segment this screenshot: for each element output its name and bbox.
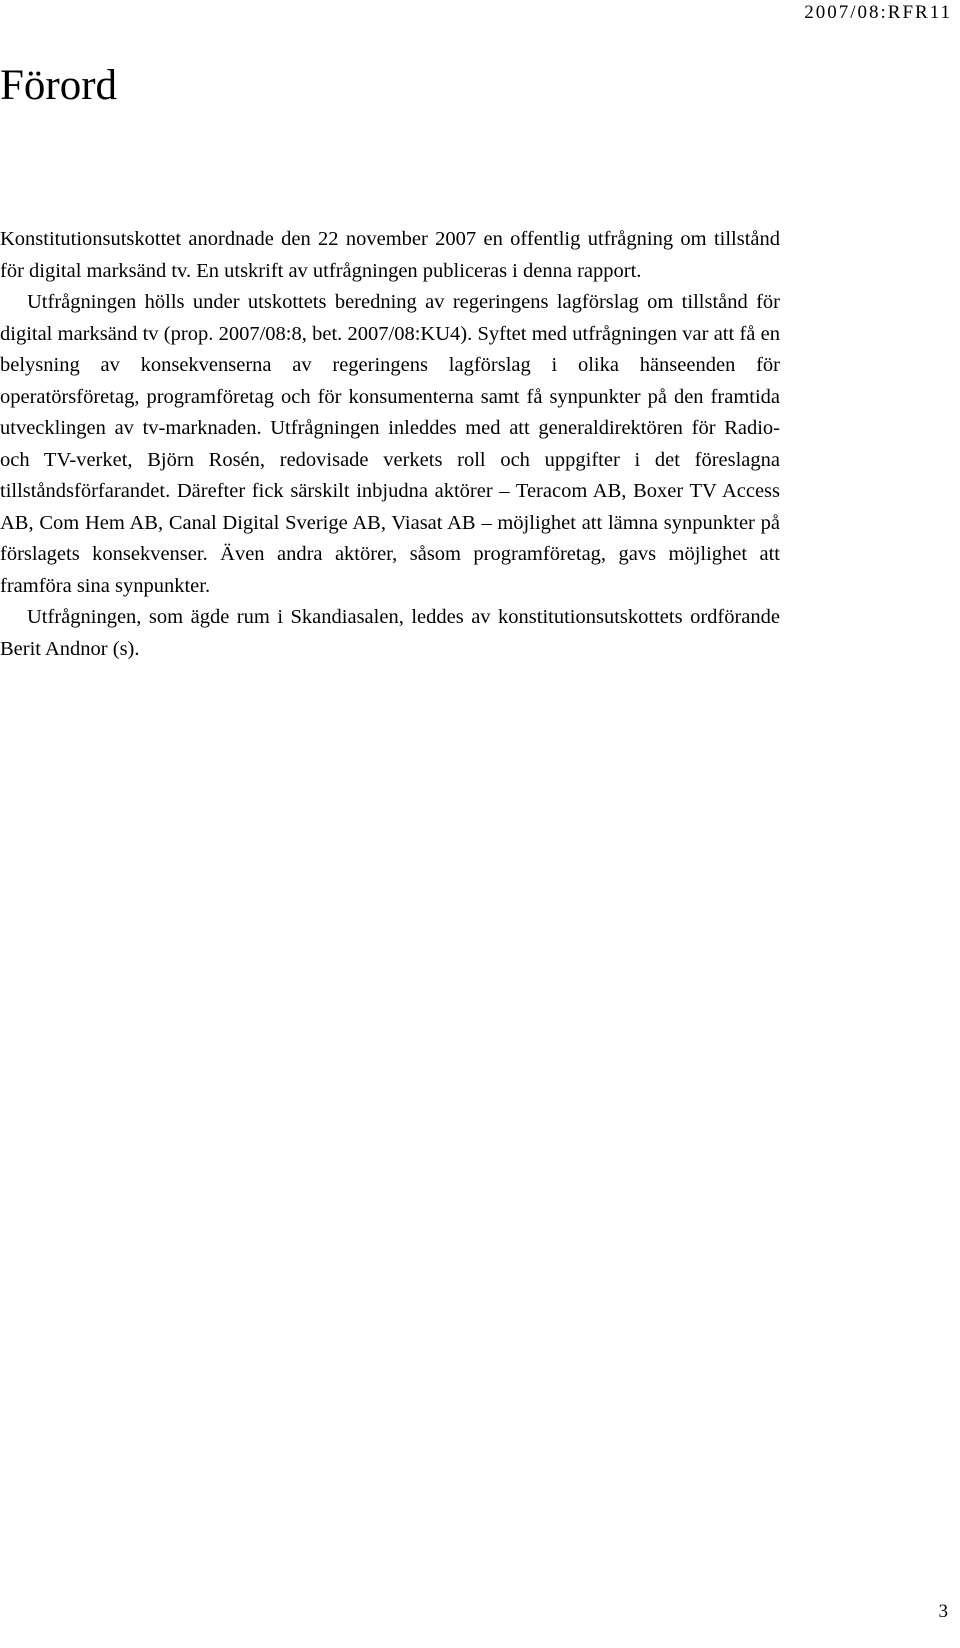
paragraph-intro: Konstitutionsutskottet anordnade den 22 november 2007 en offentlig utfrågning om tillstånd för digital marksänd tv. En utskrift av utfrågningen publiceras i denna rapport. xyxy=(0,228,780,282)
document-id: 2007/08:RFR11 xyxy=(804,2,952,23)
body-text xyxy=(0,224,780,665)
page-number: 3 xyxy=(938,1601,948,1622)
page-title: Förord xyxy=(0,62,118,109)
paragraph-purpose: Utfrågningen hölls under utskottets beredning av regeringens lagförslag om tillstånd för digital marksänd tv (prop. 2007/08:8, bet. 2007/08:KU4). Syftet med utfrågningen var att få en belysning av konsekvenserna av regeringens lagförslag i olika hänseenden för operatörsföretag, programföretag och för konsumenterna samt få synpunkter på den framtida utvecklingen av tv-marknaden. Utfrågningen inleddes med att generaldirektören för Radio- och TV-verket, Björn Rosén, redovisade verkets roll och uppgifter i det föreslagna tillståndsförfarandet. Därefter fick särskilt inbjudna aktörer – Teracom AB, Boxer TV Access AB, Com Hem AB, Canal Digital Sverige AB, Viasat AB – möjlighet att lämna synpunkter på förslagets konsekvenser. Även andra aktörer, såsom programföretag, gavs möjlighet att framföra sina synpunkter. xyxy=(0,291,780,597)
paragraph-chair: Utfrågningen, som ägde rum i Skandiasalen, leddes av konstitutionsutskottets ordförande Berit Andnor (s). xyxy=(0,606,780,660)
